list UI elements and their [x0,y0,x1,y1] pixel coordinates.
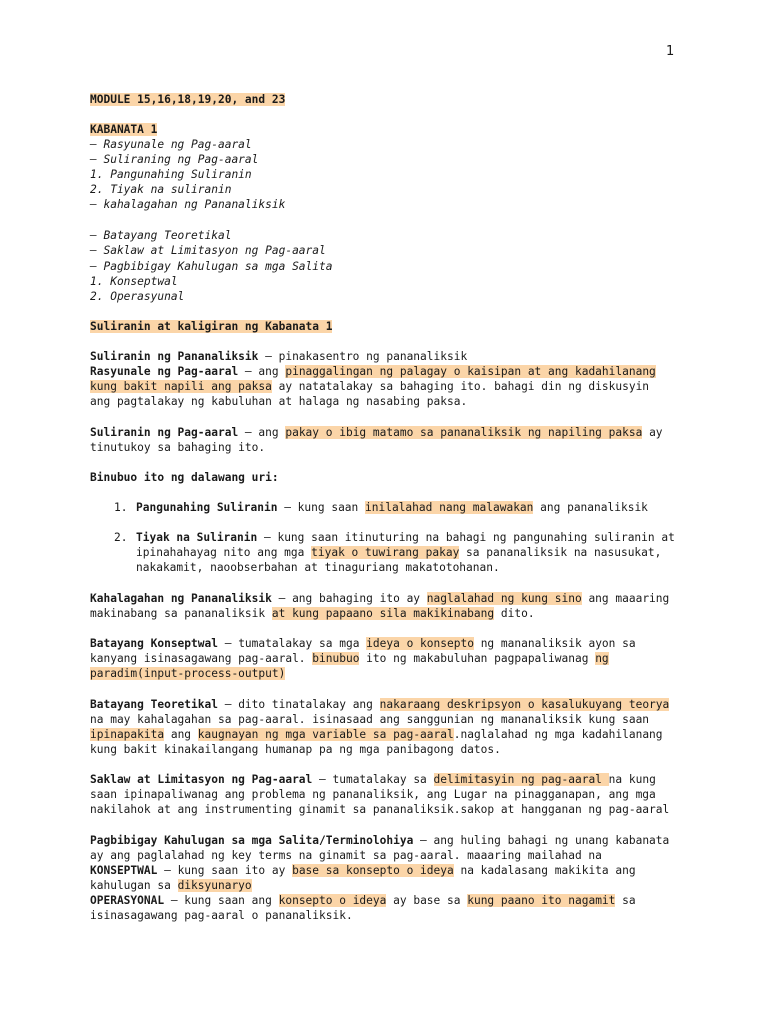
section-title: Suliranin at kaligiran ng Kabanata 1 [90,320,333,333]
text-run: – pinakasentro ng pananaliksik [258,350,468,363]
text-run: – kung saan [277,501,366,514]
list-number: 1. [114,501,128,514]
highlight-run: ng [595,652,609,665]
section-heading [90,319,332,334]
text-run: makinabang sa pananaliksik [90,607,272,620]
outline-item [90,259,332,274]
text-run: ang [164,728,198,741]
paragraph-line [90,651,609,666]
outline-item [90,289,184,304]
term-label: Batayang Konseptwal [90,637,218,650]
paragraph-line [90,666,285,681]
paragraph-line [90,697,669,712]
paragraph-line [90,394,467,409]
module-label: MODULE 15,16,18,19,20, and 23 [90,93,286,106]
paragraph-line [90,440,265,455]
term-label: Tiyak na Suliranin [136,531,258,544]
highlight-run: ipinapakita [90,728,165,741]
list-item [114,500,127,515]
highlight-run: konsepto o ideya [278,894,387,907]
text-run: na kung [608,773,656,786]
list-number: 2. [114,531,128,544]
outline-text: 2. Tiyak na suliranin [90,183,232,196]
text-run: ay natatalakay sa bahaging ito. bahagi din ng diskusyin [271,380,650,393]
highlight-run: diksyunaryo [177,879,252,892]
text-run: – dito tinatalakay ang [217,698,380,711]
text-run: .naglalahad ng mga kadahilanang [453,728,663,741]
text-run: kahulugan sa [90,879,178,892]
text-run: ipinahahayag nito ang mga [136,546,312,559]
highlight-run: pakay o ibig matamo sa pananaliksik ng napiling paksa [285,426,643,439]
text-run: nakakamit, naoobserbahan at tinaguriang makatotohanan. [136,561,500,574]
term-label: Binubuo ito ng dalawang uri: [90,471,279,484]
highlight-run: base sa konsepto o ideya [292,864,454,877]
list-item [114,530,127,545]
highlight-run: delimitasyin ng pag-aaral [433,773,609,786]
highlight-run: kung paano ito nagamit [467,894,616,907]
outline-text: – Rasyunale ng Pag-aaral [90,138,252,151]
outline-text: – Suliraning ng Pag-aaral [90,153,259,166]
paragraph-line [90,787,656,802]
highlight-run: at kung papaano sila makikinabang [271,607,495,620]
highlight-run: pinaggalingan ng palagay o kaisipan at ang kadahilanang [285,365,656,378]
outline-text: 1. Pangunahing Suliranin [90,168,252,181]
paragraph-line [90,606,535,621]
text-run: ay ang paglalahad ng key terms na ginamit sa pag-aaral. maaaring mailahad na [90,849,602,862]
term-label: Pangunahing Suliranin [136,501,278,514]
paragraph-line [90,863,636,878]
text-run: – tumatalakay sa mga [217,637,367,650]
highlight-run: ideya o konsepto [366,637,474,650]
text-run: dito. [494,607,535,620]
paragraph-line [90,636,636,651]
paragraph-line [90,349,467,364]
text-run: ito ng makabuluhan pagpapaliwanag [359,652,596,665]
paragraph-line [90,848,602,863]
outline-text: – kahalagahan ng Pananaliksik [90,198,286,211]
term-label: Batayang Teoretikal [90,698,218,711]
outline-item [90,137,252,152]
text-run: – kung saan itinuturing na bahagi ng pangunahing suliranin at [257,531,675,544]
outline-item [90,182,231,197]
text-run: sa pananaliksik na nasusukat, [459,546,662,559]
text-run: ang pananaliksik [533,501,648,514]
highlight-run: paradim(input-process-output) [90,667,286,680]
outline-item [90,152,258,167]
kabanata-heading [90,122,157,137]
highlight-run: nakaraang deskripsyon o kasalukuyang teorya [379,698,670,711]
text-run: nakilahok at ang instrumenting ginamit sa pananaliksik.sakop at hangganan ng pag-aaral [90,803,670,816]
text-run: sa [615,894,636,907]
text-run: kung bakit kinakailangang humanap pa ng mga panibagong datos. [90,743,501,756]
paragraph-line [90,591,669,606]
text-run: na kadalasang makikita ang [453,864,636,877]
term-label: Saklaw at Limitasyon ng Pag-aaral [90,773,313,786]
paragraph-line [90,379,649,394]
outline-item [90,243,326,258]
outline-item [90,228,231,243]
text-run: – ang [238,426,286,439]
paragraph-line [90,908,353,923]
text-run: saan ipinapaliwanag ang problema ng pananaliksik, ang Lugar na pinagganapan, ang mga [90,788,656,801]
paragraph-line [90,364,656,379]
text-run: – kung saan ang [164,894,279,907]
text-run: ay base sa [386,894,468,907]
term-label: Suliranin ng Pananaliksik [90,350,259,363]
text-run: – tumatalakay sa [312,773,434,786]
outline-text: – Pagbibigay Kahulugan sa mga Salita [90,260,333,273]
paragraph-line [90,742,501,757]
highlight-run: binubuo [312,652,360,665]
term-label: Pagbibigay Kahulugan sa mga Salita/Terminolohiya [90,834,414,847]
text-run: tinutukoy sa bahaging ito. [90,441,266,454]
text-run: – kung saan ito ay [157,864,293,877]
outline-text: 1. Konseptwal [90,275,178,288]
page-number: 1 [666,44,675,59]
list-item-text [136,500,648,515]
text-run: ay [642,426,663,439]
text-run: ang maaaring [581,592,670,605]
text-run: – ang huling bahagi ng unang kabanata [413,834,670,847]
paragraph-line [90,833,669,848]
text-run: ang pagtalakay ng kabuluhan at halaga ng nasabing paksa. [90,395,468,408]
paragraph-line [90,470,279,485]
term-label: KONSEPTWAL [90,864,158,877]
paragraph-line [90,893,636,908]
text-run: isinasagawang pag-aaral o pananaliksik. [90,909,353,922]
list-item-text [136,560,500,575]
outline-item [90,167,252,182]
paragraph-line [90,425,663,440]
outline-item [90,197,285,212]
paragraph-line [90,772,656,787]
term-label: Rasyunale ng Pag-aaral [90,365,239,378]
text-run: na may kahalagahan sa pag-aaral. isinasaad ang sanggunian ng mananaliksik kung saan [90,713,650,726]
list-item-text [136,530,675,545]
text-run: – ang [238,365,286,378]
list-item-text [136,545,661,560]
kabanata-label: KABANATA 1 [90,123,158,136]
term-label: Kahalagahan ng Pananaliksik [90,592,272,605]
paragraph-line [90,727,663,742]
highlight-run: kung bakit napili ang paksa [90,380,272,393]
highlight-run: naglalahad ng kung sino [426,592,582,605]
text-run: – ang bahaging ito ay [271,592,427,605]
text-run: ng mananaliksik ayon sa [473,637,636,650]
outline-text: 2. Operasyunal [90,290,185,303]
outline-text: – Saklaw at Limitasyon ng Pag-aaral [90,244,326,257]
term-label: OPERASYONAL [90,894,165,907]
module-title [90,92,285,107]
paragraph-line [90,712,649,727]
paragraph-line [90,802,669,817]
highlight-run: kaugnayan ng mga variable sa pag-aaral [197,728,454,741]
outline-item [90,274,178,289]
term-label: Suliranin ng Pag-aaral [90,426,239,439]
paragraph-line [90,878,252,893]
highlight-run: inilalahad nang malawakan [365,501,534,514]
text-run: kanyang isinasagawang pag-aaral. [90,652,313,665]
highlight-run: tiyak o tuwirang pakay [311,546,460,559]
outline-text: – Batayang Teoretikal [90,229,232,242]
